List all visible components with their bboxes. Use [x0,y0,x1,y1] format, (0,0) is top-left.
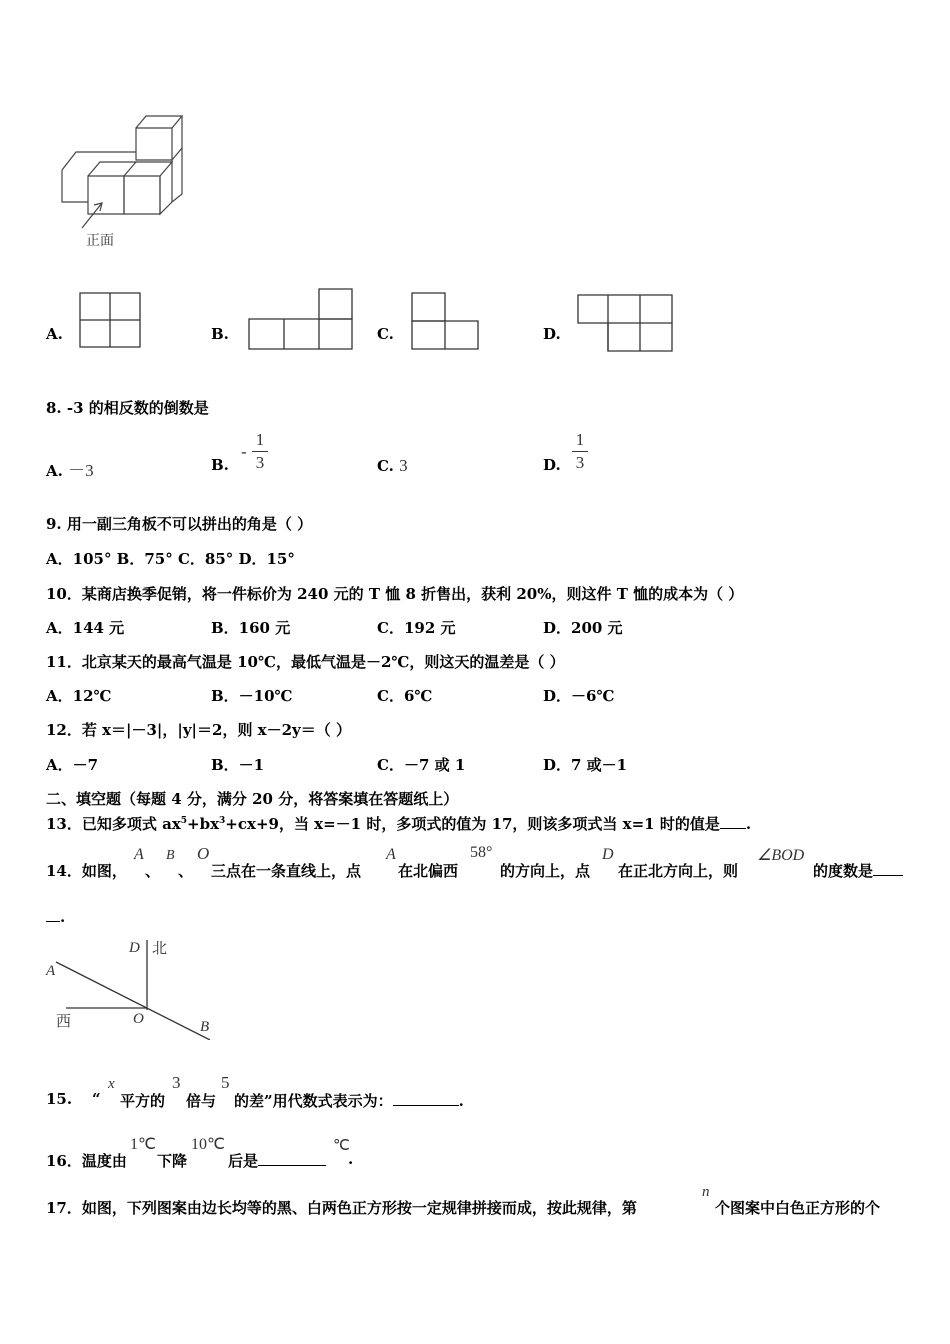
q12-option-a: A．－7 [46,756,99,774]
q11-stem: 11．北京某天的最高气温是 10℃，最低气温是－2℃，则这天的温差是（ ） [46,653,565,671]
q13-text-end: +cx+9，当 x=－1 时，多项式的值为 17，则该多项式当 x=1 时的值是 [225,815,720,833]
q8-option-b-denominator: 3 [255,453,265,472]
q14-number: 14．如图， [46,862,127,880]
section-2-title: 二、填空题（每题 4 分，满分 20 分，将答案填在答题纸上） [46,790,459,808]
q8-option-d-denominator: 3 [575,453,585,472]
q11-option-b: B．－10℃ [211,687,293,705]
q8-option-d-fraction [572,430,588,473]
q14-answer-blank-2[interactable] [46,921,60,922]
q7-option-a-letter: A. [46,325,63,343]
q16-text-1: 下降 [157,1152,188,1170]
q17-symbol-n: n [702,1184,710,1200]
q14-text-5-label: 的度数是 [813,862,874,880]
q15-number-5: 5 [221,1073,230,1092]
q14-fig-label-d: D [129,940,140,956]
q10-option-c: C．192 元 [377,619,456,637]
q16-tail: . [348,1150,354,1168]
q16-number: 16．温度由 [46,1152,127,1170]
q15-answer-blank[interactable] [393,1105,459,1106]
cube-stack-figure [50,108,200,258]
q7-option-c-letter: C. [377,325,394,343]
q14-text-1: 三点在一条直线上，点 [211,862,362,880]
q10-option-a: A．144 元 [46,619,125,637]
q15-number-3: 3 [172,1073,181,1092]
q14-text-3: 的方向上，点 [500,862,591,880]
q14-angle-58: 58° [470,844,493,861]
q8-option-b-letter: B. [211,456,229,474]
q11-option-d: D．－6℃ [543,687,615,705]
q8-option-a [46,456,94,481]
q10-option-b: B．160 元 [211,619,291,637]
q15-text-3 [234,1090,464,1111]
q8-option-c [377,456,408,476]
q9-stem: 9. 用一副三角板不可以拼出的角是（ ） [46,515,313,533]
q11-option-a: A．12℃ [46,687,112,705]
q14-text-2: 在北偏西 [398,862,459,880]
q13-answer-blank[interactable] [720,828,746,829]
q13-text-mid: +bx [187,815,220,833]
q15-text-1: 平方的 [120,1092,166,1110]
q14-symbol-a: A [134,846,144,863]
q8-option-c-value: 3 [399,456,408,475]
q15-symbol-x: x [108,1076,115,1092]
q16-amount-temp: 10℃ [191,1136,225,1153]
q11-option-c: C．6℃ [377,687,433,705]
q14-tail: . [60,908,66,926]
q8-option-b-sign: - [241,442,247,461]
q8-option-d-numerator: 1 [575,430,585,449]
q7-option-d-figure [575,292,675,354]
q8-option-b-fraction [252,430,268,473]
q14-angle-bod: ∠BOD [757,847,805,864]
front-view-label: 正面 [86,233,114,249]
q10-option-d: D．200 元 [543,619,623,637]
q8-option-d-letter: D. [543,456,561,474]
q12-option-d: D．7 或－1 [543,756,628,774]
q15-open-quote: “ [92,1090,101,1108]
q16-text-2 [228,1150,326,1171]
q13-stem [46,813,751,834]
q14-continued-line [46,908,65,926]
q15-text-3-label: 的差”用代数式表示为： [234,1092,393,1110]
q13-tail: . [745,815,752,833]
q14-sep-2: 、 [178,862,194,880]
line-ab [56,962,210,1040]
q9-options: A．105° B．75° C．85° D．15° [46,550,295,568]
q14-text-5 [813,860,903,881]
q14-symbol-d: D [602,846,614,863]
q7-option-d-letter: D. [543,325,561,343]
q13-exp-3: 3 [219,816,226,826]
q16-text-2-label: 后是 [228,1152,259,1170]
q7-option-c-figure [409,290,483,352]
q14-fig-label-west: 西 [56,1012,72,1030]
q13-exp-5: 5 [180,816,188,826]
q8-option-a-value: －3 [68,461,94,480]
q14-symbol-a2: A [386,846,396,863]
q12-option-c: C．－7 或 1 [377,756,466,774]
q17-text-2: 个图案中白色正方形的个 [715,1199,881,1217]
q14-symbol-o: O [197,844,210,863]
q13-text-start: 13．已知多项式 ax [46,815,181,833]
q15-tail: . [458,1092,464,1110]
q7-option-a-figure [78,290,144,350]
q14-answer-blank[interactable] [873,875,903,876]
q16-unit: ℃ [333,1138,350,1154]
q15-text-2: 倍与 [186,1092,217,1110]
q8-option-b-numerator: 1 [255,430,265,449]
q14-fig-label-a: A [46,963,56,979]
q10-stem: 10．某商店换季促销，将一件标价为 240 元的 T 恤 8 折售出，获利 20%，则这件 T 恤的成本为（ ） [46,585,744,603]
q16-answer-blank[interactable] [258,1165,326,1166]
q12-stem: 12．若 x＝|－3|，|y|＝2，则 x－2y＝（ ） [46,721,351,739]
q8-option-a-letter: A. [46,462,63,480]
q14-fig-label-o: O [133,1011,144,1027]
q14-fig-label-b: B [200,1019,210,1035]
q8-option-c-letter: C. [377,457,394,475]
q17-text-1: 17．如图，下列图案由边长均等的黑、白两色正方形按一定规律拼接而成，按此规律，第 [46,1199,637,1217]
q14-sep-1: 、 [145,862,161,880]
q8-stem: 8. -3 的相反数的倒数是 [46,399,209,417]
q7-option-b-figure [246,286,356,352]
q12-option-b: B．－1 [211,756,265,774]
q15-number: 15. [46,1090,73,1108]
q16-from-temp: 1℃ [130,1136,156,1153]
q7-option-b-letter: B. [211,325,229,343]
q14-symbol-b: B [166,848,175,863]
q14-fig-label-north: 北 [152,939,168,957]
q14-text-4: 在正北方向上，则 [618,862,739,880]
